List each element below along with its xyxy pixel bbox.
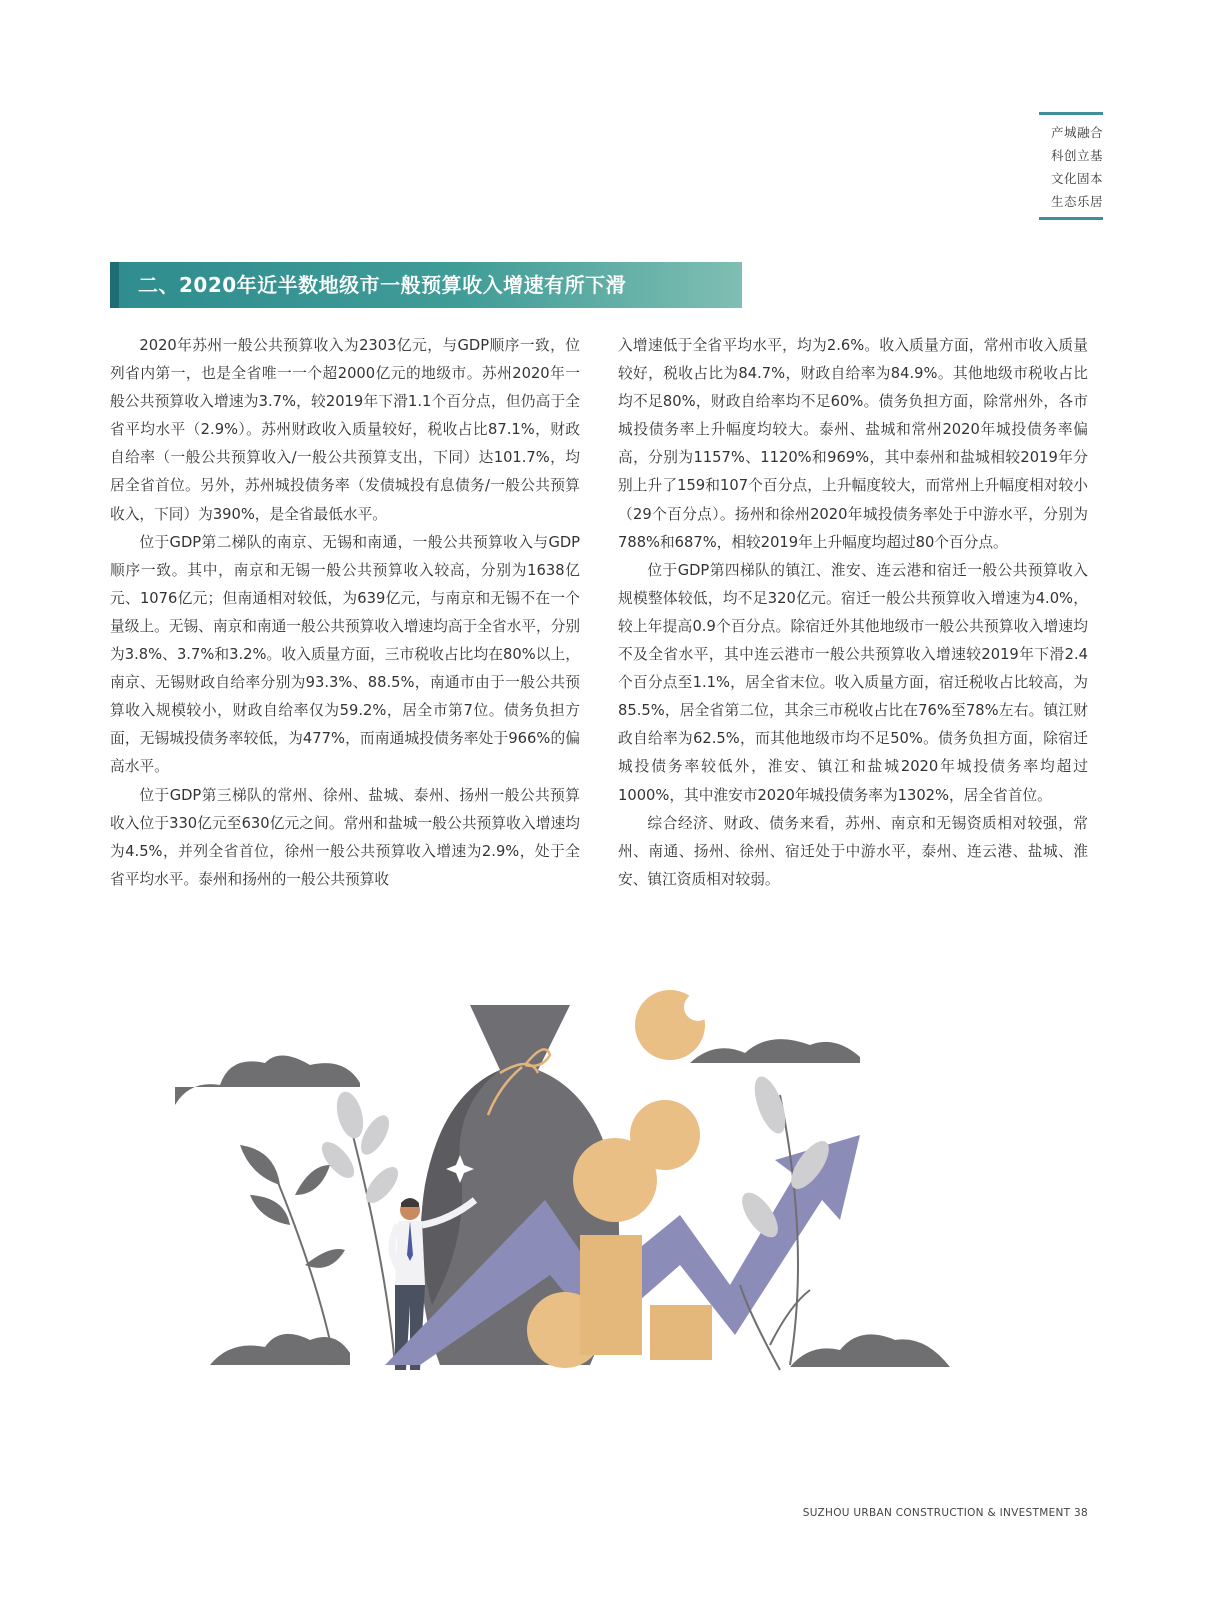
section-title: 二、2020年近半数地级市一般预算收入增速有所下滑 — [138, 273, 627, 297]
side-nav-item: 科创立基 — [1050, 148, 1103, 163]
paragraph: 入增速低于全省平均水平，均为2.6%。收入质量方面，常州市收入质量较好，税收占比为84.7%，财政自给率为84.9%。其他地级市税收占比均不足80%，财政自给率均不足60%。债务负担方面，除常州外，各市城投债务率上升幅度均较大。泰州、盐城和常州2020年城投债务率偏高，分别为1157%、1120%和969%，其中泰州和盐城相较2019年分别上升了159和107个百分点，上升幅度较大，而常州上升幅度相对较小（29个百分点）。扬州和徐州2020年城投债务率处于中游水平，分别为788%和687%，相较2019年上升幅度均超过80个百分点。 — [618, 337, 1088, 551]
side-nav-bottom-rule — [1039, 217, 1103, 220]
cloud-shape — [175, 1055, 360, 1105]
page-number: 38 — [1074, 1507, 1088, 1519]
right-column — [618, 332, 1088, 894]
cloud-shape — [790, 1334, 950, 1367]
left-column — [110, 332, 580, 894]
plant-leaf — [360, 1162, 404, 1209]
paragraph: 位于GDP第二梯队的南京、无锡和南通，一般公共预算收入与GDP顺序一致。其中，南京和无锡一般公共预算收入较高，分别为1638亿元、1076亿元；但南通相对较低，为639亿元，与南京和无锡不在一个量级上。无锡、南京和南通一般公共预算收入增速均高于全省水平，分别为3.8%、3.7%和3.2%。收入质量方面，三市税收占比均在80%以上，南京、无锡财政自给率分别为93.3%、88.5%，南通市由于一般公共预算收入规模较小，财政自给率仅为59.2%，居全市第7位。债务负担方面，无锡城投债务率较低，为477%，而南通城投债务率处于966%的偏高水平。 — [110, 533, 581, 776]
coin-cutout — [684, 993, 712, 1021]
finance-growth-illustration — [170, 985, 970, 1385]
side-nav — [1039, 112, 1103, 220]
cloud-shape — [690, 1039, 860, 1063]
plant-leaf — [332, 1089, 368, 1142]
paragraph: 位于GDP第四梯队的镇江、淮安、连云港和宿迁一般公共预算收入规模整体较低，均不足320亿元。宿迁一般公共预算收入增速为4.0%，较上年提高0.9个百分点。除宿迁外其他地级市一般公共预算收入增速均不及全省水平，其中连云港市一般公共预算收入增速较2019年下滑2.4个百分点至1.1%，居全省末位。收入质量方面，宿迁税收占比较高，为85.5%，居全省第二位，其余三市税收占比在76%至78%左右。镇江财政自给率为62.5%，而其他地级市均不足50%。债务负担方面，除宿迁城投债务率较低外，淮安、镇江和盐城2020年城投债务率均超过1000%，其中淮安市2020年城投债务率为1302%，居全省首位。 — [618, 561, 1088, 804]
side-nav-item: 生态乐居 — [1050, 194, 1103, 209]
side-nav-top-rule — [1039, 112, 1103, 115]
publication-name: SUZHOU URBAN CONSTRUCTION & INVESTMENT — [802, 1507, 1071, 1519]
side-nav-item: 文化固本 — [1050, 171, 1103, 186]
paragraph: 2020年苏州一般公共预算收入为2303亿元，与GDP顺序一致，位列省内第一，也是全省唯一一个超2000亿元的地级市。苏州2020年一般公共预算收入增速为3.7%，较2019年下滑1.1个百分点，但仍高于全省平均水平（2.9%）。苏州财政收入质量较好，税收占比87.1%，财政自给率（一般公共预算收入/一般公共预算支出，下同）达101.7%，均居全省首位。另外，苏州城投债务率（发债城投有息债务/一般公共预算收入，下同）为390%，是全省最低水平。 — [110, 337, 580, 523]
paragraph: 位于GDP第三梯队的常州、徐州、盐城、泰州、扬州一般公共预算收入位于330亿元至630亿元之间。常州和盐城一般公共预算收入增速均为4.5%，并列全省首位，徐州一般公共预算收入增速为2.9%，处于全省平均水平。泰州和扬州的一般公共预算收 — [110, 786, 580, 888]
section-header-accent — [110, 262, 119, 308]
side-nav-item: 产城融合 — [1050, 125, 1103, 140]
section-header — [110, 262, 742, 308]
coin-stack — [580, 1235, 642, 1355]
coin — [630, 1100, 700, 1170]
coin-stack — [650, 1305, 712, 1360]
page-footer — [803, 1507, 1088, 1519]
paragraph: 综合经济、财政、债务来看，苏州、南京和无锡资质相对较强，常州、南通、扬州、徐州、宿迁处于中游水平，泰州、连云港、盐城、淮安、镇江资质相对较弱。 — [618, 814, 1088, 888]
